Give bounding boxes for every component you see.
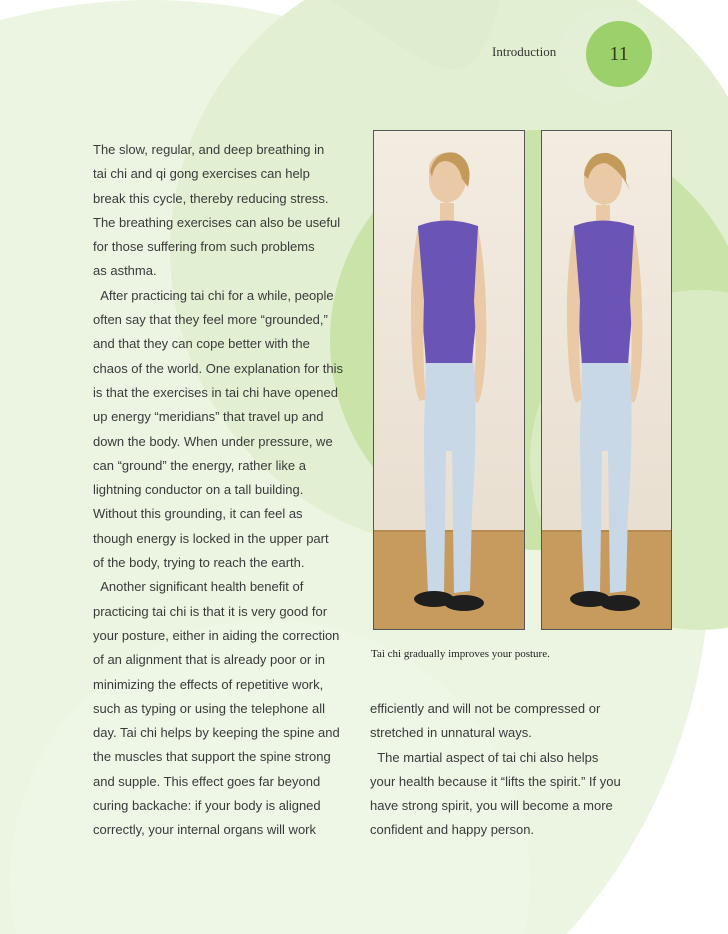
text-line: break this cycle, thereby reducing stress. — [93, 190, 329, 206]
text-line: correctly, your internal organs will work — [93, 822, 316, 838]
text-line: of the body, trying to reach the earth. — [93, 555, 305, 571]
text-line: The slow, regular, and deep breathing in — [93, 142, 325, 157]
text-line: though energy is locked in the upper part — [93, 530, 329, 546]
text-line: lightning conductor on a tall building. — [93, 482, 304, 498]
text-line: is that the exercises in tai chi have opened — [93, 384, 338, 400]
text-line: tai chi and qi gong exercises can help — [93, 166, 310, 182]
text-line: curing backache: if your body is aligned — [93, 798, 321, 814]
page-number-circle — [586, 21, 652, 87]
text-line: the muscles that support the spine strong — [93, 749, 331, 765]
woman-standing-upright-illustration — [542, 131, 671, 629]
text-line: of an alignment that is already poor or in — [93, 652, 325, 668]
text-line: and supple. This effect goes far beyond — [93, 773, 321, 789]
text-line: such as typing or using the telephone all — [93, 700, 325, 716]
photo-posture-after — [541, 130, 672, 630]
photo-posture-before — [373, 130, 525, 630]
text-line: After practicing tai chi for a while, people — [93, 287, 334, 303]
section-title: Introduction — [492, 44, 557, 59]
text-line: day. Tai chi helps by keeping the spine and — [93, 725, 340, 741]
text-line: efficiently and will not be compressed or — [370, 701, 601, 716]
left-text-column — [93, 138, 355, 843]
text-line: your posture, either in aiding the correction — [93, 627, 340, 643]
text-line: practicing tai chi is that it is very good for — [93, 603, 328, 619]
text-line: chaos of the world. One explanation for this — [93, 360, 344, 376]
text-line: can “ground” the energy, rather like a — [93, 457, 306, 473]
text-line: Without this grounding, it can feel as — [93, 506, 303, 522]
text-line: and that they can cope better with the — [93, 336, 310, 352]
text-line: down the body. When under pressure, we — [93, 433, 333, 449]
text-line: up energy “meridians” that travel up and — [93, 409, 324, 425]
text-line: as asthma. — [93, 263, 157, 279]
text-line: often say that they feel more “grounded,” — [93, 312, 328, 328]
text-line: Another significant health benefit of — [93, 579, 304, 595]
text-line: stretched in unnatural ways. — [370, 725, 532, 741]
text-line: The breathing exercises can also be useful — [93, 214, 341, 230]
woman-standing-illustration — [374, 131, 524, 629]
page-number: 11 — [609, 42, 629, 65]
right-text-column — [370, 697, 660, 843]
text-line: confident and happy person. — [370, 822, 535, 838]
text-line: your health because it “lifts the spirit.” If you — [370, 773, 621, 789]
text-line: have strong spirit, you will become a more — [370, 798, 613, 814]
figure-caption: Tai chi gradually improves your posture. — [371, 648, 550, 660]
text-line: The martial aspect of tai chi also helps — [370, 749, 599, 765]
text-line: minimizing the effects of repetitive work, — [93, 676, 324, 692]
text-line: for those suffering from such problems — [93, 239, 315, 255]
